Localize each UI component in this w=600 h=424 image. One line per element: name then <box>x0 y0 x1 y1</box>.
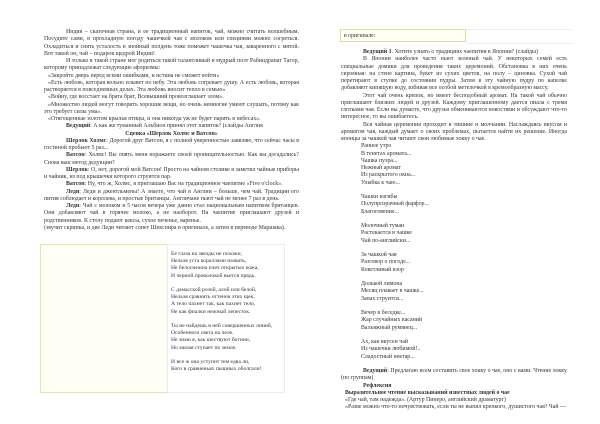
original-label-box <box>340 29 466 42</box>
paragraph: Шерлок: О, нет, дорогой мой Ватсон! Просто на чайном столике я заметил чайные приборы и чайник, из под крышечки которого струится пар. <box>44 166 299 180</box>
paragraph: Сценка «Шерлок Холмс и Ватсон» <box>125 130 218 137</box>
paragraph: Рефлексия <box>363 382 392 389</box>
blank-frame <box>40 244 168 393</box>
paragraph: Вся чайная церемония проходит в тишине и молчании. Наслаждаясь вкусом и ароматом чая, каждый думает о своих проблемах, пытается найти их решение. Иногда японцы за чашкой чая читают свои любимые хокку о чае. <box>341 121 567 142</box>
paragraph: «Где чай, там надежда». (Артур Пинеро, английский драматург) <box>345 397 506 403</box>
haiku-stanza: Вечер в беседке... Жар случайных касаний Вальяжный румянец... <box>361 310 423 331</box>
paragraph: (звучит скрипка, и две Леди читают сонет Шекспира в оригинале, а затем в переводе Маршака). <box>44 224 286 231</box>
sonnet-stanza: Ты не найдешь в ней совершенных линий, Особенного света на челе. Не знаю я, как шествуют богини, Но милая ступает по земле. <box>171 323 273 351</box>
sonnet-stanza: С дамасской розой, алой или белой, Нельзя сравнить оттенок этих щек. А тело пахнет так, как пахнет тело, Не как фиалки нежный лепесток. <box>171 287 257 315</box>
paragraph: Ведущий: А как же туманный Альбион принял этот напиток? (слайды Англия <box>66 123 263 130</box>
speaker-name: Леди <box>66 188 80 195</box>
sonnet-stanza: И все ж она уступит тем едва ли, Кого в сравненьях пышных оболгали! <box>171 359 262 373</box>
paragraph: В Японии наиболее часто пьют зеленый чай. У некоторых семей есть специальные домики для проведения таких церемоний. Обстановка в них очень скромная: на стене картина, букет из сухих цветов, на полу – циновка. Сухой чай перетирают в ступке до состояния пудры. Затем в эту чайную пудру по капелке добавляют кипящую воду, взбивая все особой метелочкой в кремообразную массу. <box>341 56 567 92</box>
haiku-stanza: За чашкой чая Разговор о погоде... Кокетливый взор <box>361 252 411 273</box>
speaker-name: Шерлок <box>66 166 88 173</box>
paragraph: Леди: Леди и джентльмены! А знаете, что чай в Англии – больше, чем чай. Традиции его пития соблюдает и королева, и простые британцы. Англичане пьют чай не менее 7 раз в день. <box>44 188 299 202</box>
sonnet-stanza: Ее глаза на звезды не похожи, Нельзя уста кораллами назвать, Не белоснежна плеч открытых кожа, И черной проволокой вьется прядь. <box>171 251 259 279</box>
paragraph: И только в такой стране мог родиться такой талантливый и мудрый поэт Рабиндранат Тагор, которому принадлежат следующие афоризмы: <box>44 58 299 72</box>
right-column-text <box>341 49 567 412</box>
paragraph: Ведущий: Предлагаю всем составить свое хокку о чае, оно с вами. Чтение хокку (по группам) <box>341 368 567 382</box>
paragraph: Ватсон: Ну, что ж, Холмс, я приглашаю Вас на традиционное чаепитие «Five o'clock». <box>66 181 283 188</box>
paragraph: «Есть любовь, которая вольно плывет по небу. Эта любовь согревает душу. А есть любовь, которая растворяется в повседневных делах. Эта любовь вносит тепло в семью» <box>44 79 299 93</box>
original-label: в оригинале: <box>344 33 376 39</box>
paragraph: «Разве можно что-то почувствовать, если ты не выпил крепкого, душистого чая? Чай — <box>345 404 566 411</box>
haiku-stanza: Раннее утро В тенетах аромата... Чашка пуэра... Нежный аромат Из раскрытого окна... Улыбка к чаю... <box>361 143 416 186</box>
haiku-stanza: Чашки изгибы Полупрозрачный фарфор... Благоговение... <box>361 194 429 215</box>
haiku-stanza: Молочный туман Растекается в чашке Чай по-английски... <box>361 223 412 244</box>
paragraph: Ватсон: Холмс! Вы опять меня поражаете своей проницательностью. Как вы догадались? Снова ваш метод дедукции? <box>44 152 299 166</box>
speaker-name: Ведущий <box>363 368 388 374</box>
paragraph: «Закройте дверь перед всеми ошибками, и истина не сможет войти» <box>48 72 220 79</box>
speaker-name: Ватсон <box>66 181 85 188</box>
speaker-name: Шерлок Холмс <box>66 137 107 144</box>
left-column-text <box>44 29 299 232</box>
haiku-stanza: Долькой лимона Месяц плавает в чашке... Запах струится... <box>361 281 424 302</box>
paragraph: «Множество людей могут говорить хорошие вещи, но очень немногие умеют слушать, потому как это требует силы ума». <box>44 101 299 115</box>
sonnet-text <box>171 251 281 381</box>
paragraph: Ведущий 1. Хотите узнать о традициях чаепития в Японии? (слайды) <box>363 49 538 55</box>
speaker-name: Леди <box>66 203 80 209</box>
paragraph: Шерлок Холмс: Дорогой друг Ватсон, я с полной уверенностью заявляю, что сейчас часы в гостиной пробьют 5 раз... <box>44 137 299 151</box>
paragraph: Леди: Чай с молоком в 5 часов вечера уже давно стал национальным напитком британцев. Они добавляют чай в горячее молоко, а не наоборот. На чаепитие приглашают друзей и родственников. К столу подают кексы, сухое печенье, варенье. <box>44 203 299 224</box>
haiku-stanza: Ах, как вкусен чай Из чашечки любимой!.. Сладостный нектар... <box>361 339 421 360</box>
speaker-name: Ватсон <box>66 152 85 159</box>
paragraph: «Отягощенные золотом крылья птицы, и она никогда уж не будет парить в небесах». <box>48 116 261 122</box>
divider <box>466 29 572 44</box>
paragraph: Индия – сказочная страна, и ее традиционный напиток, чай, можно считать волшебным. Посудите сами, в прохладную погоду чашечкой чая с молоком или специями можно согреться. Охладиться и снять усталость в знойный полдень тоже поможет чашечка чая, заваренного с мятой. Вот такой он, чай – подарок щедрой Индии! <box>44 29 299 57</box>
speaker-name: Ведущий 1 <box>363 49 392 55</box>
paragraph: «Войну, где восстает на брата брат, Всевышний провозглашает злом». <box>48 94 224 101</box>
paragraph: Этот чай очень крепок, но имеет бесподобный аромат. На такой чай обычно приглашают близких людей и друзей. Каждому приглашенному дается пиала с тремя глотками чая. Если вы думаете, что друзья обмениваются новостями и обсуждают что-то интересное, то вы ошибаетесь. <box>341 92 567 121</box>
paragraph: Выразительное чтение высказываний известных людей о чае <box>345 389 510 396</box>
speaker-name: Ведущий <box>66 123 91 130</box>
